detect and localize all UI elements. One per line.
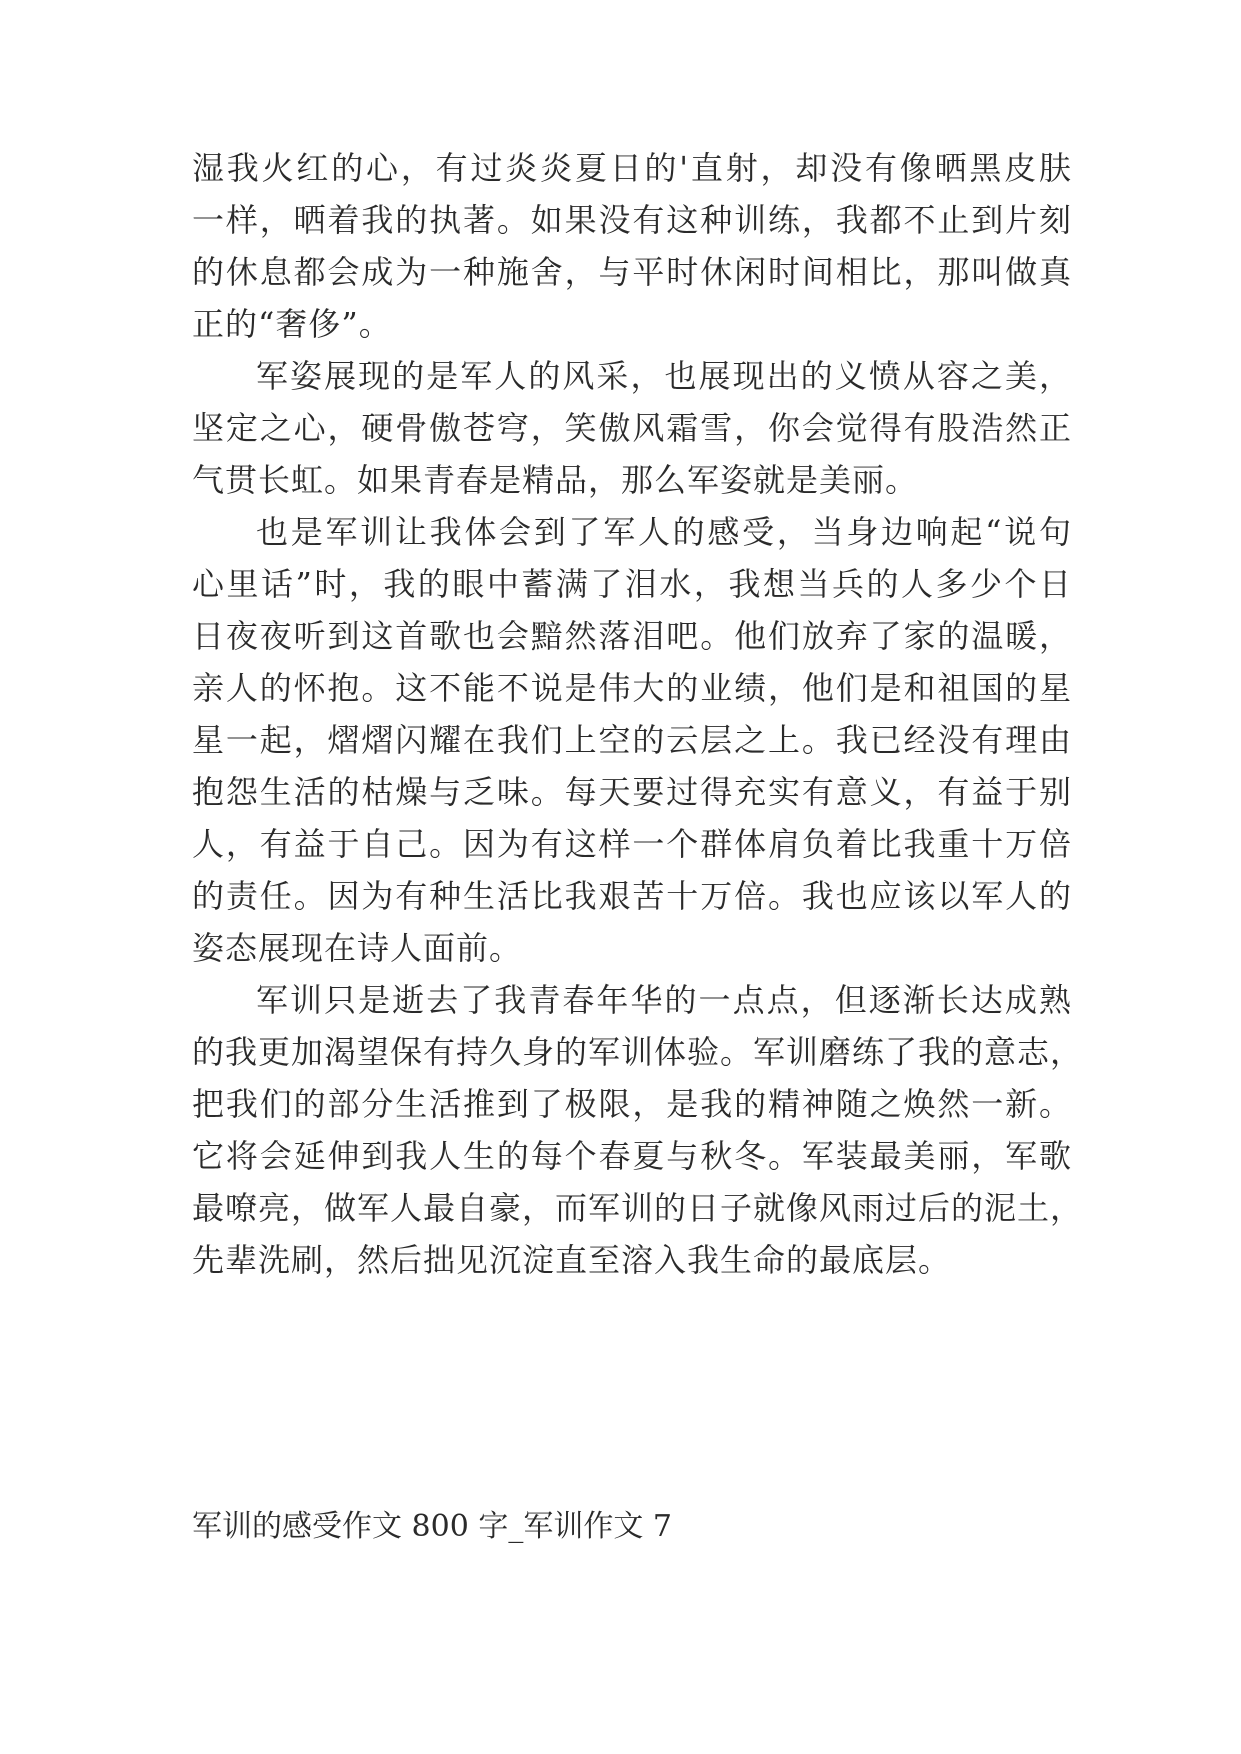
text-line: 军姿展现的是军人的风采，也展现出的义愤从容之美， bbox=[256, 357, 1072, 395]
text-line: 它将会延伸到我人生的每个春夏与秋冬。军装最美丽，军歌 bbox=[192, 1137, 1072, 1175]
text-line: 人，有益于自己。因为有这样一个群体肩负着比我重十万倍 bbox=[192, 825, 1072, 863]
text-line: 坚定之心，硬骨傲苍穹，笑傲风霜雪，你会觉得有股浩然正 bbox=[192, 409, 1072, 447]
text-line: 军训只是逝去了我青春年华的一点点，但逐渐长达成熟 bbox=[256, 981, 1072, 1019]
text-line: 最嘹亮，做军人最自豪，而军训的日子就像风雨过后的泥土， bbox=[192, 1189, 1084, 1227]
text-line: 的休息都会成为一种施舍，与平时休闲时间相比，那叫做真 bbox=[192, 253, 1072, 291]
text-line: 日夜夜听到这首歌也会黯然落泪吧。他们放弃了家的温暖， bbox=[192, 617, 1072, 655]
text-line: 的责任。因为有种生活比我艰苦十万倍。我也应该以军人的 bbox=[192, 877, 1072, 915]
text-line: 气贯长虹。如果青春是精品，那么军姿就是美丽。 bbox=[192, 461, 919, 499]
text-line: 湿我火红的心，有过炎炎夏日的'直射，却没有像晒黑皮肤 bbox=[192, 149, 1072, 187]
text-line: 正的“奢侈”。 bbox=[192, 305, 392, 343]
text-line: 一样，晒着我的执著。如果没有这种训练，我都不止到片刻 bbox=[192, 201, 1072, 239]
text-line: 抱怨生活的枯燥与乏味。每天要过得充实有意义，有益于别 bbox=[192, 773, 1072, 811]
text-line: 姿态展现在诗人面前。 bbox=[192, 929, 523, 967]
text-line: 心里话”时，我的眼中蓄满了泪水，我想当兵的人多少个日 bbox=[192, 565, 1072, 603]
text-line: 先辈洗刷，然后拙见沉淀直至溶入我生命的最底层。 bbox=[192, 1241, 952, 1279]
text-line: 把我们的部分生活推到了极限，是我的精神随之焕然一新。 bbox=[192, 1085, 1072, 1123]
text-line: 亲人的怀抱。这不能不说是伟大的业绩，他们是和祖国的星 bbox=[192, 669, 1072, 707]
text-line: 的我更加渴望保有持久身的军训体验。军训磨练了我的意志， bbox=[192, 1033, 1084, 1071]
text-line: 也是军训让我体会到了军人的感受，当身边响起“说句 bbox=[256, 513, 1072, 551]
section-heading: 军训的感受作文 800 字_军训作文 7 bbox=[192, 1509, 672, 1544]
text-line: 星一起，熠熠闪耀在我们上空的云层之上。我已经没有理由 bbox=[192, 721, 1072, 759]
